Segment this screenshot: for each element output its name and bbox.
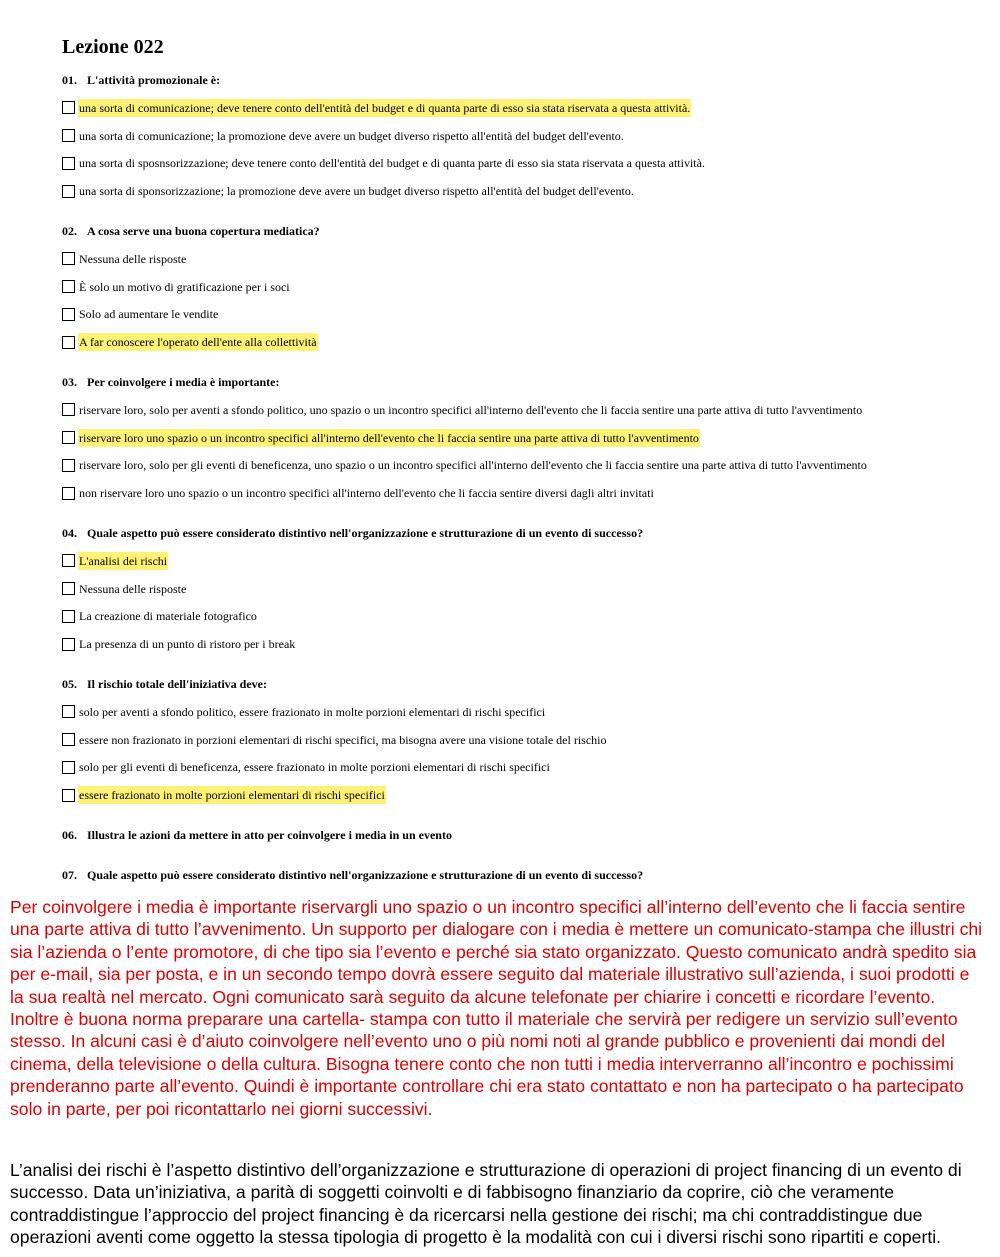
checkbox[interactable] [62, 459, 75, 472]
answer-option[interactable] [62, 635, 962, 653]
checkbox[interactable] [62, 610, 75, 623]
page-title: Lezione 022 [62, 36, 164, 58]
question-number: 03. [62, 375, 77, 389]
option-text: una sorta di sposnsorizzazione; deve tenere conto dell'entità del budget e di quanta parte di esso sia stata riservata a questa attività. [79, 156, 705, 171]
answer-option[interactable] [62, 484, 962, 502]
option-text: solo per gli eventi di beneficenza, essere frazionato in molte porzioni elementari di rischi specifici [79, 760, 550, 775]
answer-option[interactable] [62, 429, 962, 447]
option-text: riservare loro, solo per gli eventi di beneficenza, uno spazio o un incontro specifici all'interno dell'evento che li faccia sentire una parte attiva di tutto l'avventimento [79, 458, 867, 473]
option-text: L'analisi dei rischi [79, 553, 168, 568]
question-number: 02. [62, 224, 77, 238]
option-text: non riservare loro uno spazio o un incontro specifici all'interno dell'evento che li faccia sentire diversi dagli altri invitati [79, 486, 654, 501]
question-07 [62, 866, 962, 884]
answer-text-risk: L’analisi dei rischi è l’aspetto distintivo dell’organizzazione e strutturazione di operazioni di project financing di un evento di successo. Data un’iniziativa, a parità di soggetti coinvolti e di fabbisogno finanziario da coprire, ciò che veramente contraddistingue l’approccio del project financing è da ricercarsi nella gestione dei rischi; ma chi contraddistingue due operazioni aventi come oggetto la stessa tipologia di progetto è la modalità con cui i diversi rischi sono ripartiti e coperti. [10, 1160, 962, 1248]
option-text: Solo ad aumentare le vendite [79, 307, 219, 322]
question-text: Illustra le azioni da mettere in atto per coinvolgere i media in un evento [87, 828, 452, 842]
question-02 [62, 222, 962, 351]
answer-option[interactable] [62, 250, 962, 268]
question-03 [62, 373, 962, 502]
question-text: Per coinvolgere i media è importante: [87, 375, 280, 389]
option-text: una sorta di comunicazione; la promozione deve avere un budget diverso rispetto all'entità del budget dell'evento. [79, 128, 624, 143]
answer-option[interactable] [62, 127, 962, 145]
option-text: una sorta di sponsorizzazione; la promozione deve avere un budget diverso rispetto all'entità del budget dell'evento. [79, 184, 634, 199]
answer-option[interactable] [62, 552, 962, 570]
checkbox[interactable] [62, 487, 75, 500]
question-text: L'attività promozionale è: [87, 73, 221, 87]
question-05 [62, 675, 962, 804]
question-number: 06. [62, 828, 77, 842]
option-text: La creazione di materiale fotografico [79, 609, 257, 624]
answer-option[interactable] [62, 305, 962, 323]
question-heading [62, 866, 962, 884]
question-number: 01. [62, 73, 77, 87]
checkbox[interactable] [62, 101, 75, 114]
option-text: una sorta di comunicazione; deve tenere conto dell'entità del budget e di quanta parte di esso sia stata riservata a questa attività. [79, 100, 691, 115]
answer-option[interactable] [62, 401, 962, 419]
checkbox[interactable] [62, 705, 75, 718]
answer-option[interactable] [62, 731, 962, 749]
checkbox[interactable] [62, 403, 75, 416]
answer-option[interactable] [62, 278, 962, 296]
checkbox[interactable] [62, 761, 75, 774]
question-number: 04. [62, 526, 77, 540]
question-number: 07. [62, 868, 77, 882]
question-heading [62, 373, 962, 391]
checkbox[interactable] [62, 129, 75, 142]
question-04 [62, 524, 962, 653]
answer-option[interactable] [62, 333, 962, 351]
question-01 [62, 71, 962, 200]
checkbox[interactable] [62, 252, 75, 265]
answer-option[interactable] [62, 607, 962, 625]
checkbox[interactable] [62, 582, 75, 595]
answer-option[interactable] [62, 154, 962, 172]
option-text: A far conoscere l'operato dell'ente alla collettività [79, 335, 317, 350]
answer-text-media: Per coinvolgere i media è importante riservargli uno spazio o un incontro specifici all’interno dell’evento che li faccia sentire una parte attiva di tutto l’avvenimento. Un supporto per dialogare con i media è mettere un comunicato-stampa che illustri chi sia l’azienda o l’ente promotore, di che tipo sia l’evento e perché sia stato organizzato. Questo comunicato andrà spedito sia per e-mail, sia per posta, e in un secondo tempo dovrà essere seguito dal materiale illustrativo sull’azienda, i suoi prodotti e la sua realtà nel mercato. Ogni comunicato sarà seguito da alcune telefonate per chiarire i concetti e ricordare l’evento. Inoltre è buona norma preparare una cartella- stampa con tutto il materiale che servirà per redigere un servizio sull’evento stesso. In alcuni casi è d’aiuto coinvolgere nell’evento uno o più nomi noti al grande pubblico e provenienti dai mondi del cinema, della televisione o della cultura. Bisogna tenere conto che non tutti i media interverranno all’incontro e pochissimi prenderanno parte all’evento. Quindi è importante controllare chi era stato contattato e non ha partecipato o ha partecipato solo in parte, per poi ricontattarlo nei giorni successivi. [10, 897, 983, 1119]
answer-option[interactable] [62, 786, 962, 804]
question-heading [62, 524, 962, 542]
answer-option[interactable] [62, 456, 962, 474]
question-06 [62, 826, 962, 844]
checkbox[interactable] [62, 789, 75, 802]
answer-option[interactable] [62, 758, 962, 776]
option-text: La presenza di un punto di ristoro per i break [79, 637, 296, 652]
answer-option[interactable] [62, 580, 962, 598]
answer-option[interactable] [62, 703, 962, 721]
checkbox[interactable] [62, 308, 75, 321]
option-text: riservare loro uno spazio o un incontro specifici all'interno dell'evento che li faccia sentire una parte attiva di tutto l'avventimento [79, 430, 699, 445]
answer-option[interactable] [62, 182, 962, 200]
question-number: 05. [62, 677, 77, 691]
option-text: essere non frazionato in porzioni elementari di rischi specifici, ma bisogna avere una visione totale del rischio [79, 732, 607, 747]
question-heading [62, 71, 962, 89]
option-text: Nessuna delle risposte [79, 581, 187, 596]
question-text: Quale aspetto può essere considerato distintivo nell'organizzazione e strutturazione di un evento di successo? [87, 526, 644, 540]
question-heading [62, 222, 962, 240]
checkbox[interactable] [62, 554, 75, 567]
option-text: solo per aventi a sfondo politico, essere frazionato in molte porzioni elementari di rischi specifici [79, 704, 546, 719]
checkbox[interactable] [62, 185, 75, 198]
question-heading [62, 675, 962, 693]
option-text: essere frazionato in molte porzioni elementari di rischi specifici [79, 788, 385, 803]
option-text: riservare loro, solo per aventi a sfondo politico, uno spazio o un incontro specifici all'interno dell'evento che li faccia sentire una parte attiva di tutto l'avventimento [79, 402, 863, 417]
option-text: Nessuna delle risposte [79, 251, 187, 266]
option-text: È solo un motivo di gratificazione per i soci [79, 279, 290, 294]
checkbox[interactable] [62, 336, 75, 349]
checkbox[interactable] [62, 638, 75, 651]
question-text: A cosa serve una buona copertura mediatica? [87, 224, 320, 238]
question-text: Il rischio totale dell'iniziativa deve: [87, 677, 267, 691]
question-text: Quale aspetto può essere considerato distintivo nell'organizzazione e strutturazione di un evento di successo? [87, 868, 644, 882]
checkbox[interactable] [62, 280, 75, 293]
question-heading [62, 826, 962, 844]
checkbox[interactable] [62, 733, 75, 746]
checkbox[interactable] [62, 431, 75, 444]
answer-option[interactable] [62, 99, 962, 117]
checkbox[interactable] [62, 157, 75, 170]
